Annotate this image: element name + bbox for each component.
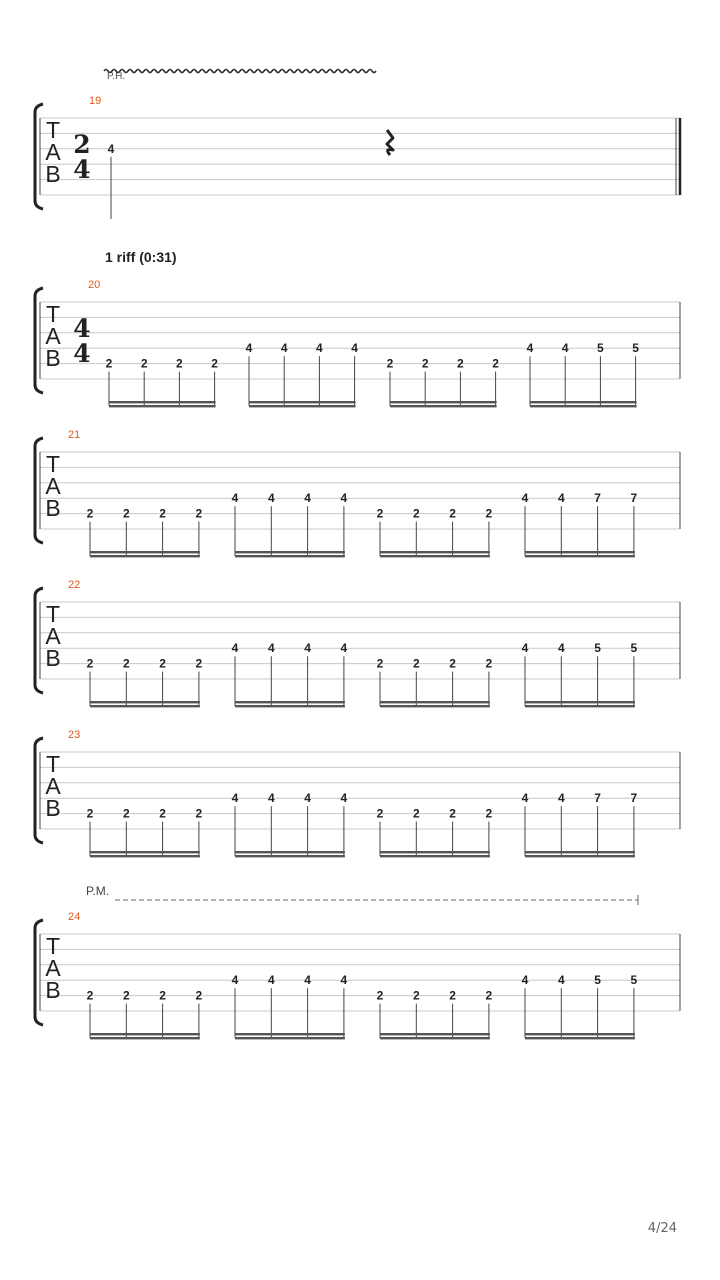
system-bracket: [35, 438, 43, 543]
sixteenth-beam: [235, 855, 345, 857]
fret-number: 2: [176, 356, 183, 371]
fret-number: 4: [340, 973, 348, 988]
tab-clef-letter: T: [45, 117, 61, 143]
sixteenth-beam: [109, 405, 216, 407]
fret-number: 4: [245, 341, 253, 356]
sixteenth-beam: [90, 1033, 200, 1035]
sixteenth-beam: [235, 701, 345, 703]
fret-number: 4: [340, 641, 348, 656]
section-label: 1 riff (0:31): [105, 249, 177, 265]
sixteenth-beam: [249, 405, 356, 407]
fret-number: 4: [231, 641, 239, 656]
fret-number: 2: [159, 656, 166, 671]
tab-clef-letter: B: [45, 795, 61, 821]
sixteenth-beam: [525, 555, 635, 557]
sixteenth-beam: [525, 1037, 635, 1039]
fret-number: 4: [557, 491, 565, 506]
sixteenth-beam: [380, 701, 490, 703]
sixteenth-beam: [380, 551, 490, 553]
fret-number: 7: [630, 491, 638, 506]
pinch-harmonic-label: P.H.: [107, 71, 126, 82]
fret-number: 2: [122, 988, 130, 1003]
fret-number: 4: [557, 791, 565, 806]
fret-number: 2: [421, 356, 429, 371]
fret-number: 4: [526, 341, 534, 356]
sixteenth-beam: [525, 701, 635, 703]
fret-number: 2: [195, 506, 203, 521]
sixteenth-beam: [525, 855, 635, 857]
fret-number: 2: [412, 656, 420, 671]
fret-number: 2: [376, 656, 384, 671]
sixteenth-beam: [390, 401, 497, 403]
sixteenth-beam: [249, 401, 356, 403]
sixteenth-beam: [525, 851, 635, 853]
sixteenth-beam: [525, 1033, 635, 1035]
fret-number: 2: [195, 806, 203, 821]
fret-number: 5: [630, 973, 638, 988]
time-signature-denominator: 4: [73, 339, 91, 368]
fret-number: 4: [340, 491, 348, 506]
fret-number: 4: [267, 641, 275, 656]
tab-clef-letter: T: [45, 301, 61, 327]
page-number: 4/24: [647, 1221, 677, 1236]
fret-number: 2: [122, 656, 130, 671]
tab-clef-letter: B: [45, 345, 61, 371]
fret-number: 4: [521, 641, 529, 656]
measure-number: 24: [68, 911, 81, 923]
fret-number: 7: [630, 791, 638, 806]
sixteenth-beam: [235, 555, 345, 557]
fret-number: 2: [122, 506, 130, 521]
fret-number: 2: [376, 506, 384, 521]
sixteenth-beam: [530, 405, 637, 407]
fret-number: 4: [316, 341, 323, 356]
fret-number: 2: [492, 356, 499, 371]
time-signature-numerator: 2: [73, 130, 91, 159]
measure-number: 21: [68, 429, 81, 441]
sixteenth-beam: [109, 401, 216, 403]
fret-number: 5: [630, 641, 638, 656]
fret-number: 4: [557, 641, 565, 656]
tab-clef-letter: T: [45, 451, 61, 477]
system-bracket: [35, 104, 43, 209]
tab-clef-letter: B: [45, 645, 61, 671]
vibrato-line: [104, 70, 376, 73]
fret-number: 4: [521, 973, 529, 988]
time-signature-denominator: 4: [73, 155, 91, 184]
fret-number: 4: [280, 341, 288, 356]
fret-number: 2: [457, 356, 464, 371]
fret-number: 2: [386, 356, 394, 371]
sixteenth-beam: [90, 855, 200, 857]
tab-clef-letter: T: [45, 601, 61, 627]
fret-number: 2: [485, 656, 493, 671]
fret-number: 4: [304, 491, 311, 506]
sixteenth-beam: [235, 551, 345, 553]
fret-number: 5: [597, 341, 604, 356]
sixteenth-beam: [380, 851, 490, 853]
sixteenth-beam: [235, 705, 345, 707]
tab-clef-letter: B: [45, 977, 61, 1003]
fret-number: 4: [231, 491, 239, 506]
tab-clef-letter: T: [45, 933, 61, 959]
tab-clef-letter: A: [45, 773, 61, 799]
sixteenth-beam: [90, 551, 200, 553]
sixteenth-beam: [380, 855, 490, 857]
fret-number: 2: [195, 656, 203, 671]
fret-number: 4: [351, 341, 358, 356]
fret-number: 4: [304, 641, 311, 656]
sixteenth-beam: [380, 1037, 490, 1039]
sixteenth-beam: [90, 701, 200, 703]
fret-number: 4: [561, 341, 569, 356]
tab-clef-letter: B: [45, 161, 61, 187]
system-bracket: [35, 738, 43, 843]
sixteenth-beam: [380, 1033, 490, 1035]
sixteenth-beam: [530, 401, 637, 403]
palm-mute-label: P.M.: [86, 884, 110, 898]
sixteenth-beam: [90, 705, 200, 707]
fret-number: 7: [594, 791, 601, 806]
fret-number: 2: [449, 506, 456, 521]
tab-clef-letter: B: [45, 495, 61, 521]
tab-clef-letter: A: [45, 473, 61, 499]
fret-number: 2: [376, 988, 384, 1003]
fret-number: 4: [304, 973, 311, 988]
fret-number: 4: [557, 973, 565, 988]
fret-number: 2: [485, 988, 493, 1003]
fret-number: 4: [231, 791, 239, 806]
sixteenth-beam: [380, 705, 490, 707]
sixteenth-beam: [90, 1037, 200, 1039]
fret-number: 4: [231, 973, 239, 988]
fret-number: 7: [594, 491, 601, 506]
sixteenth-beam: [90, 851, 200, 853]
fret-number: 4: [107, 141, 115, 156]
fret-number: 5: [594, 641, 601, 656]
fret-number: 2: [140, 356, 148, 371]
sixteenth-beam: [525, 705, 635, 707]
measure-number: 19: [89, 95, 102, 107]
fret-number: 2: [122, 806, 130, 821]
fret-number: 2: [376, 806, 384, 821]
tab-clef-letter: T: [45, 751, 61, 777]
fret-number: 4: [267, 791, 275, 806]
sixteenth-beam: [235, 1037, 345, 1039]
fret-number: 2: [412, 988, 420, 1003]
fret-number: 2: [86, 988, 94, 1003]
fret-number: 4: [267, 491, 275, 506]
fret-number: 2: [195, 988, 203, 1003]
fret-number: 2: [86, 806, 94, 821]
tab-clef-letter: A: [45, 955, 61, 981]
fret-number: 2: [211, 356, 218, 371]
measure-number: 20: [88, 279, 101, 291]
system-bracket: [35, 588, 43, 693]
fret-number: 2: [485, 806, 493, 821]
time-signature-numerator: 4: [73, 314, 91, 343]
fret-number: 2: [159, 506, 166, 521]
fret-number: 4: [304, 791, 311, 806]
sixteenth-beam: [390, 405, 497, 407]
fret-number: 2: [159, 806, 166, 821]
sixteenth-beam: [90, 555, 200, 557]
system-bracket: [35, 288, 43, 393]
fret-number: 2: [449, 988, 456, 1003]
fret-number: 4: [267, 973, 275, 988]
sixteenth-beam: [525, 551, 635, 553]
fret-number: 4: [521, 491, 529, 506]
measure-number: 23: [68, 729, 81, 741]
sixteenth-beam: [380, 555, 490, 557]
fret-number: 4: [340, 791, 348, 806]
fret-number: 2: [412, 806, 420, 821]
fret-number: 2: [449, 806, 456, 821]
tab-clef-letter: A: [45, 323, 61, 349]
fret-number: 2: [86, 506, 94, 521]
fret-number: 2: [105, 356, 113, 371]
system-bracket: [35, 920, 43, 1025]
tab-clef-letter: A: [45, 623, 61, 649]
fret-number: 2: [412, 506, 420, 521]
fret-number: 2: [86, 656, 94, 671]
fret-number: 2: [159, 988, 166, 1003]
tab-clef-letter: A: [45, 139, 61, 165]
measure-number: 22: [68, 579, 81, 591]
sixteenth-beam: [235, 1033, 345, 1035]
fret-number: 5: [632, 341, 639, 356]
fret-number: 2: [485, 506, 493, 521]
fret-number: 4: [521, 791, 529, 806]
sixteenth-beam: [235, 851, 345, 853]
fret-number: 2: [449, 656, 456, 671]
fret-number: 5: [594, 973, 601, 988]
